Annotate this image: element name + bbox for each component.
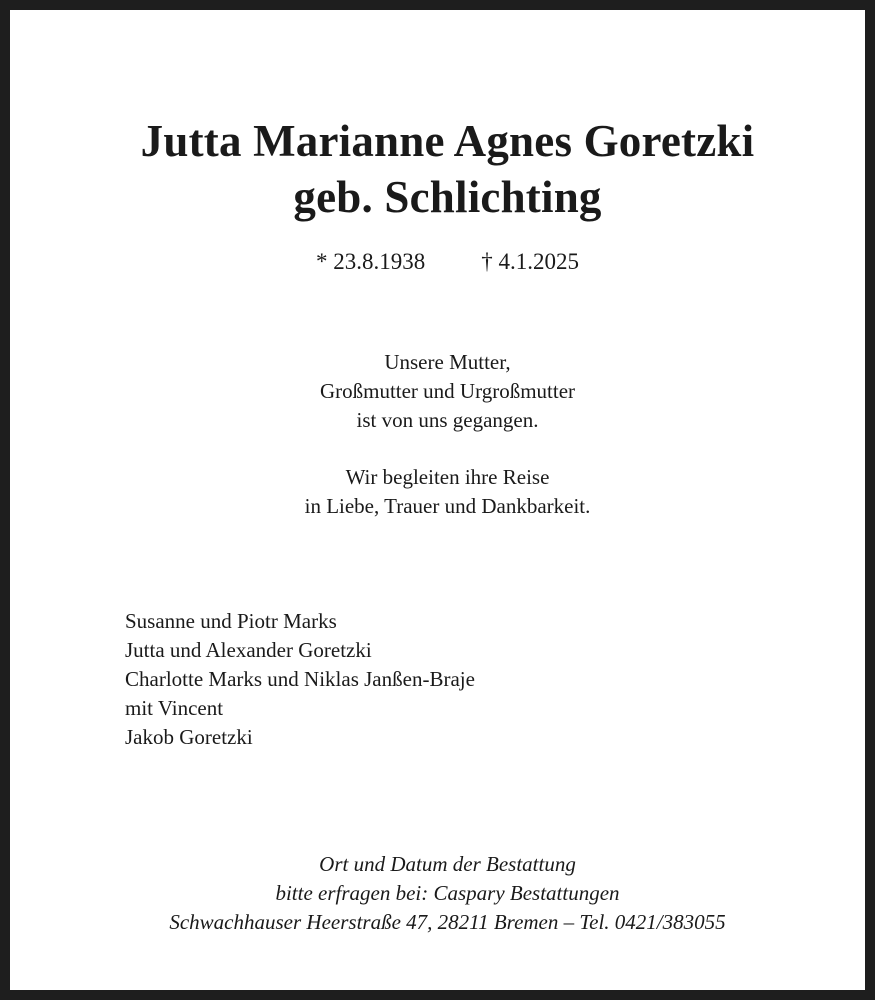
family-member: Jutta und Alexander Goretzki [125, 638, 372, 662]
family-member: mit Vincent [125, 696, 224, 720]
family-member: Charlotte Marks und Niklas Janßen-Braje [125, 667, 475, 691]
message-paragraph-1 [10, 348, 875, 435]
death-date: † 4.1.2025 [481, 249, 579, 274]
message-line: Großmutter und Urgroßmutter [319, 379, 576, 403]
family-list [125, 607, 475, 752]
birth-date: * 23.8.1938 [316, 249, 426, 274]
funeral-line: Schwachhauser Heerstraße 47, 28211 Bremen – Tel. 0421/383055 [169, 910, 726, 934]
message-line: in Liebe, Trauer und Dankbarkeit. [304, 494, 591, 518]
message-line: Unsere Mutter, [384, 350, 511, 374]
family-member: Susanne und Piotr Marks [125, 609, 337, 633]
funeral-line: bitte erfragen bei: Caspary Bestattungen [275, 881, 620, 905]
funeral-line: Ort und Datum der Bestattung [319, 852, 576, 876]
life-dates [10, 248, 875, 276]
message-line: Wir begleiten ihre Reise [345, 465, 550, 489]
deceased-name: Jutta Marianne Agnes Goretzki [140, 116, 755, 166]
family-member: Jakob Goretzki [125, 725, 253, 749]
message-paragraph-2 [10, 463, 875, 521]
funeral-info [10, 850, 875, 937]
maiden-name: geb. Schlichting [293, 172, 602, 222]
message-line: ist von uns gegangen. [356, 408, 539, 432]
